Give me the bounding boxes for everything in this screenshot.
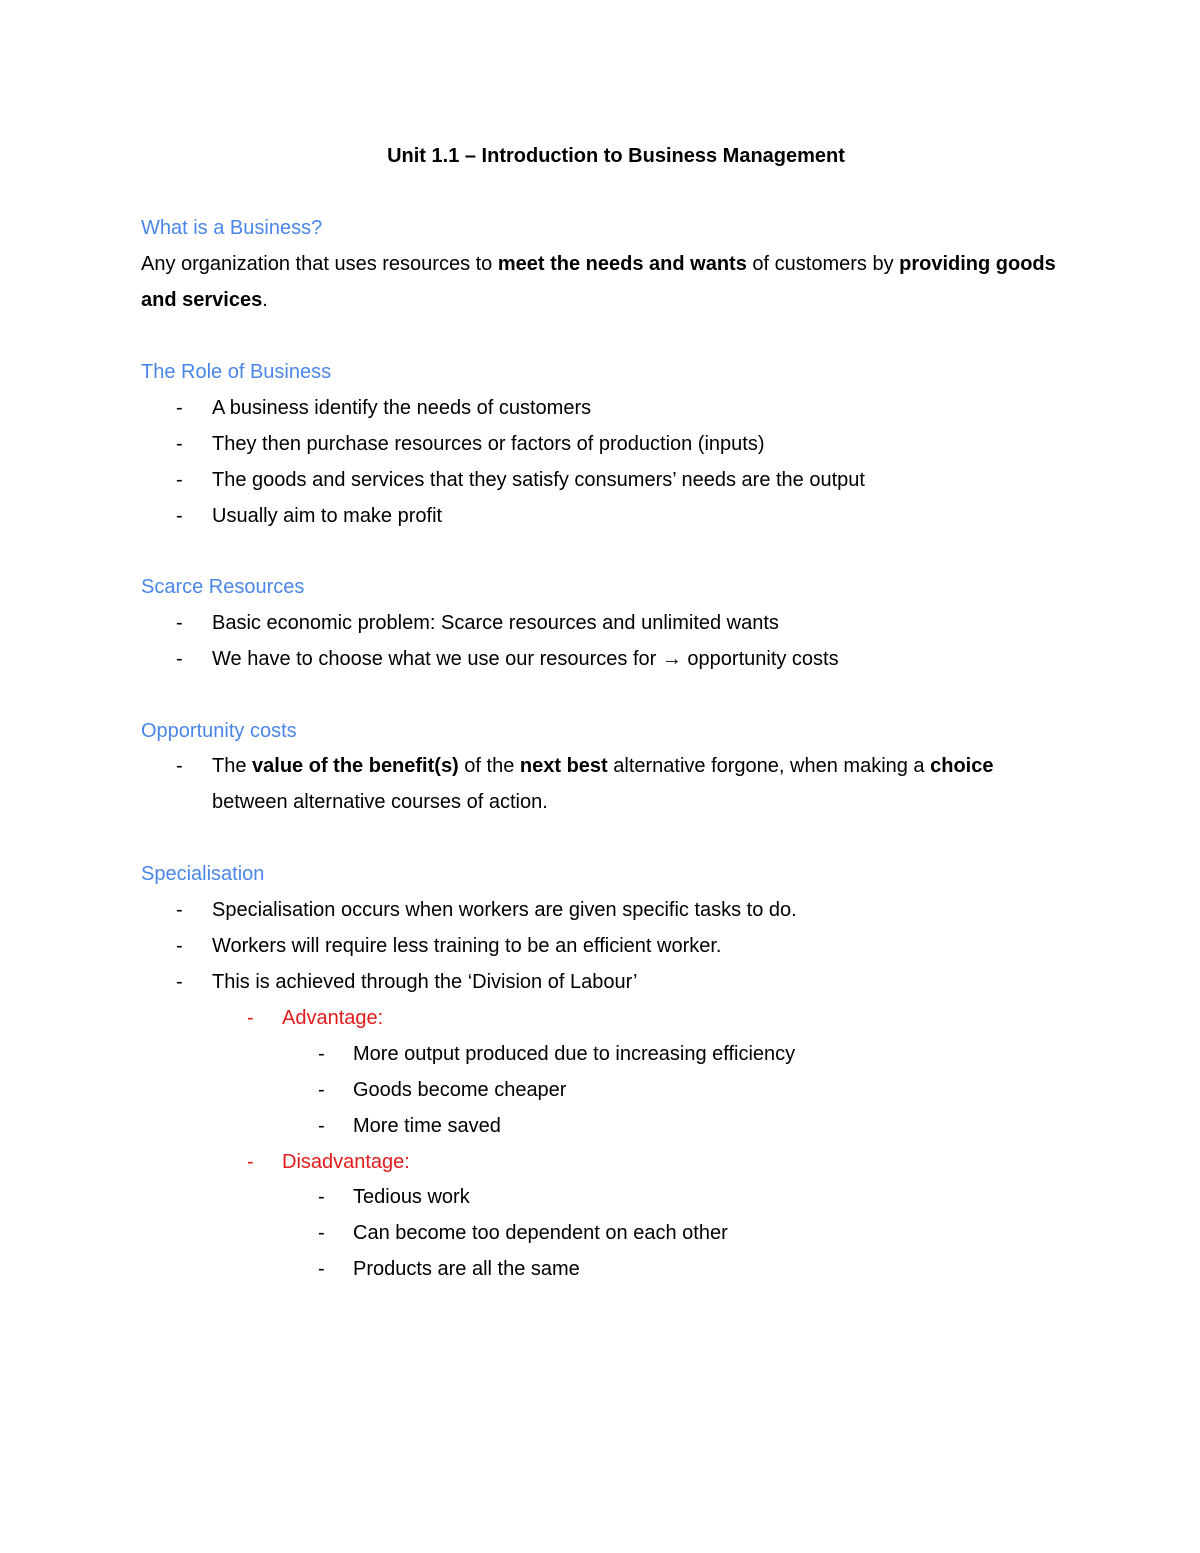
heading-role-of-business: The Role of Business	[141, 361, 332, 383]
bullet-dash: -	[318, 1043, 325, 1065]
bullet-dash: -	[176, 648, 183, 670]
definition-text: The	[212, 755, 253, 777]
definition-bold: providing goods and services	[141, 253, 1056, 311]
definition-text: Any organization that uses resources to	[141, 253, 498, 275]
opportunity-cost-definition	[212, 748, 1052, 820]
bullet-dash: -	[176, 755, 183, 777]
definition-bold: meet the needs and wants	[497, 253, 747, 275]
heading-specialisation: Specialisation	[141, 863, 265, 885]
definition-bold: choice	[930, 755, 994, 777]
list-item-text: Workers will require less training to be an efficient worker.	[212, 935, 722, 957]
disadvantage-label: Disadvantage:	[282, 1151, 410, 1173]
list-item-text: They then purchase resources or factors of production (inputs)	[212, 433, 765, 455]
list-item-text: A business identify the needs of customers	[212, 397, 592, 419]
bullet-dash: -	[318, 1115, 325, 1137]
bullet-dash: -	[176, 469, 183, 491]
bullet-dash: -	[176, 935, 183, 957]
bullet-dash: -	[318, 1258, 325, 1280]
bullet-dash: -	[247, 1151, 254, 1173]
bullet-dash: -	[247, 1007, 254, 1029]
list-item-text: More time saved	[353, 1115, 501, 1137]
list-item-text: The goods and services that they satisfy consumers’ needs are the output	[212, 469, 865, 491]
list-item-text: This is achieved through the ‘Division of Labour’	[212, 971, 638, 993]
document-title: Unit 1.1 – Introduction to Business Management	[387, 145, 845, 167]
definition-text: .	[262, 289, 268, 311]
bullet-dash: -	[318, 1079, 325, 1101]
definition-text: of the	[458, 755, 520, 777]
definition-bold: next best	[519, 755, 608, 777]
list-item-text: Goods become cheaper	[353, 1079, 567, 1101]
bullet-dash: -	[176, 505, 183, 527]
bullet-dash: -	[176, 612, 183, 634]
definition-text: of customers by	[746, 253, 900, 275]
list-item-text: Tedious work	[353, 1186, 470, 1208]
list-item-text: We have to choose what we use our resources for → opportunity costs	[212, 648, 839, 670]
definition-bold: value of the benefit(s)	[252, 755, 459, 777]
heading-scarce-resources: Scarce Resources	[141, 576, 305, 598]
list-item-text: Basic economic problem: Scarce resources and unlimited wants	[212, 612, 779, 634]
bullet-dash: -	[176, 971, 183, 993]
list-item-text: More output produced due to increasing efficiency	[353, 1043, 796, 1065]
list-item-text: Products are all the same	[353, 1258, 580, 1280]
list-item-text: Specialisation occurs when workers are given specific tasks to do.	[212, 899, 797, 921]
heading-what-is-business: What is a Business?	[141, 217, 323, 239]
heading-opportunity-costs: Opportunity costs	[141, 720, 297, 742]
business-definition	[141, 246, 1071, 318]
definition-text: alternative forgone, when making a	[607, 755, 931, 777]
bullet-dash: -	[318, 1186, 325, 1208]
list-item-text: Can become too dependent on each other	[353, 1222, 728, 1244]
bullet-dash: -	[318, 1222, 325, 1244]
definition-text: between alternative courses of action.	[212, 791, 548, 813]
bullet-dash: -	[176, 397, 183, 419]
bullet-dash: -	[176, 433, 183, 455]
list-item-text: Usually aim to make profit	[212, 505, 443, 527]
bullet-dash: -	[176, 899, 183, 921]
advantage-label: Advantage:	[282, 1007, 384, 1029]
